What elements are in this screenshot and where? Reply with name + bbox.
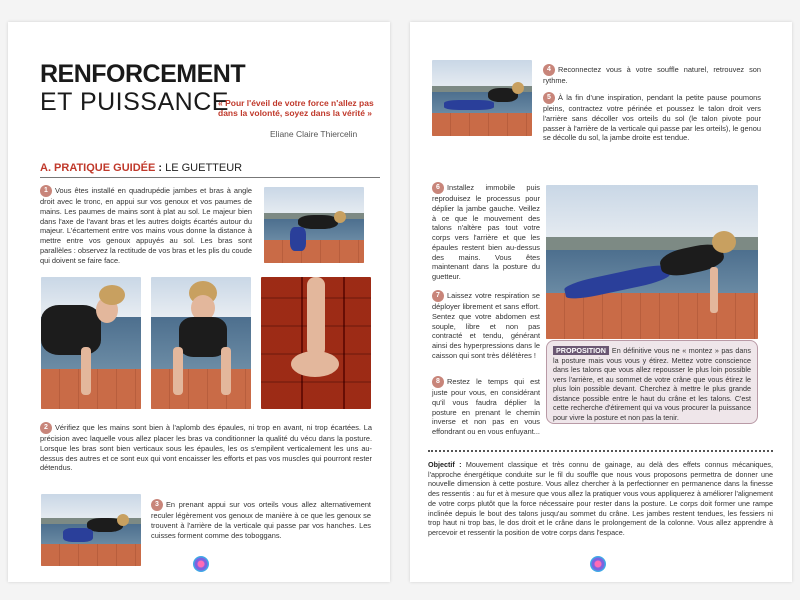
step-4-text: Reconnectez vous à votre souffle naturel, retrouvez son rythme.	[543, 64, 761, 85]
step-7-paragraph	[432, 290, 540, 361]
left-page	[8, 22, 390, 582]
proposition-box	[546, 340, 758, 424]
photo-arms-side	[41, 277, 141, 409]
section-heading	[40, 162, 380, 178]
section-prefix: A. PRATIQUE GUIDÉE	[40, 162, 156, 174]
step-8-number: 8	[432, 376, 444, 388]
photo-plank-pose	[546, 185, 758, 339]
step-5-paragraph	[543, 92, 761, 143]
quote: « Pour l'éveil de votre force n'allez pas dans la volonté, soyez dans la vérité »	[218, 98, 374, 119]
step-4-number: 4	[543, 64, 555, 76]
dotted-divider	[428, 450, 773, 452]
title-line-2: ET PUISSANCE	[40, 88, 229, 116]
step-8-text: Restez le temps qui est juste pour vous, en considérant qu'il vous faudra déplier la posture en prenant le chemin inverse et non pas en vous effondrant ou en vous enfuyant...	[432, 376, 540, 437]
step-2-paragraph	[40, 422, 372, 473]
step-1-number: 1	[40, 185, 52, 197]
section-name: LE GUETTEUR	[165, 162, 243, 174]
step-7-text: Laissez votre respiration se déployer librement et sans effort. Sentez que votre abdomen est souple, libre et non pas contracté et tendu, générant ainsi des hyperpressions dans le caisson qui sont très délétères !	[432, 290, 540, 360]
step-4-paragraph	[543, 64, 761, 86]
mandala-logo-icon	[193, 556, 209, 572]
objectif-text: Mouvement classique et très connu de gainage, au delà des effets connus mécaniques, l'approche énergétique conduite sur le fil du souffle que nous vous proposons permettra de donner une nouvelle dimension à cette posture. Vous allez chercher à la perfectionner en permanence dans la finesse des ressentis : au fur et à mesure que vous allez la pratiquer vous vous appliquerez à améliorer l'alignement de votre corps plutôt que la force nécessaire pour rester dans la posture. Le corps doit former une rampe inclinée depuis le bout des talons jusqu'au sommet du crâne. Les jambes restent tendues, les fessiers ni trop haut ni trop bas, le dos droit et le crâne dans le prolongement de la colonne. Vous allez apprendre à percevoir et ressentir la position de votre corps dans l'espace.	[428, 460, 773, 538]
step-3-number: 3	[151, 499, 163, 511]
photo-knees-back	[41, 494, 141, 566]
step-2-text: Vérifiez que les mains sont bien à l'aplomb des épaules, ni trop en avant, ni trop écartées. La précision avec laquelle vous allez placer les bras va conditionner la qualité du vécu dans la posture. Lorsque les bras sont bien verticaux sous les épaules, les os s'empilent verticalement les uns au-dessus des autres et ce sont eux qui vont encaisser les efforts et pas vos muscles qui pourront rester détendus.	[40, 422, 372, 473]
step-6-text: Installez immobile puis reproduisez le processus pour déplier la jambe gauche. Veillez à ce que le mouvement des talons n'altère pas tout votre corps vers l'arrière et que les épaules restent bien au-dessus des mains. Vous êtes maintenant dans la posture du guetteur.	[432, 182, 540, 282]
step-2-number: 2	[40, 422, 52, 434]
objectif-label: Objectif :	[428, 460, 462, 469]
quote-author: Eliane Claire Thiercelin	[270, 129, 358, 139]
section-separator: :	[155, 162, 166, 174]
step-8-paragraph	[432, 376, 540, 437]
step-3-paragraph	[151, 499, 371, 540]
proposition-label: PROPOSITION	[553, 346, 609, 355]
step-6-paragraph	[432, 182, 540, 282]
proposition-text: En définitive vous ne « montez » pas dans la posture mais vous vous y étirez. Mettez votre conscience dans les talons que vous allez repousser le plus loin possible vers l'arrière, et au sommet de votre crâne que vous étirez le plus loin possible devant. Cherchez à mettre le plus grande distance possible entre le haut du crâne et les talons. C'est cette recherche d'étirement qui va vous procurer la puissance pour vivre la posture et non pas la tenir.	[553, 346, 751, 422]
objectif-paragraph	[428, 460, 773, 538]
step-6-number: 6	[432, 182, 444, 194]
step-1-text: Vous êtes installé en quadrupédie jambes et bras à angle droit avec le tronc, en appui sur vos genoux et vos paumes de mains. Les paumes de mains sont à plat au sol. Le majeur bien dans l'axe de l'avant bras et les autres doigts écartés autour du majeur. L'écartement entre vos mains vous donne la distance à mettre entre vos genoux appuyés au sol. Les bras sont parallèles : observez la rectitude de vos bras et les plis du coude qui doivent se faire face.	[40, 185, 252, 265]
mandala-logo-icon	[590, 556, 606, 572]
right-page	[410, 22, 792, 582]
photo-hand-placement	[261, 277, 371, 409]
photo-leg-extended	[432, 60, 532, 136]
step-5-number: 5	[543, 92, 555, 104]
photo-arms-front	[151, 277, 251, 409]
title-line-1: RENFORCEMENT	[40, 60, 246, 88]
step-1-paragraph	[40, 185, 252, 265]
step-7-number: 7	[432, 290, 444, 302]
step-5-text: À la fin d'une inspiration, pendant la petite pause poumons pleins, contractez votre périnée et poussez le talon droit vers l'arrière sans décoller vos orteils du sol (le talon pivote pour passer à l'arrière de la verticale qui passe par les orteils), le genou se décolle du sol, la jambe droite est tendue.	[543, 92, 761, 143]
photo-quadruped	[264, 187, 364, 263]
step-3-text: En prenant appui sur vos orteils vous allez alternativement reculer légèrement vos genoux de manière à ce que les genoux se trouvent à l'arrière de la verticale qui passe par vos hanches. Les cuisses forment comme des toboggans.	[151, 499, 371, 540]
